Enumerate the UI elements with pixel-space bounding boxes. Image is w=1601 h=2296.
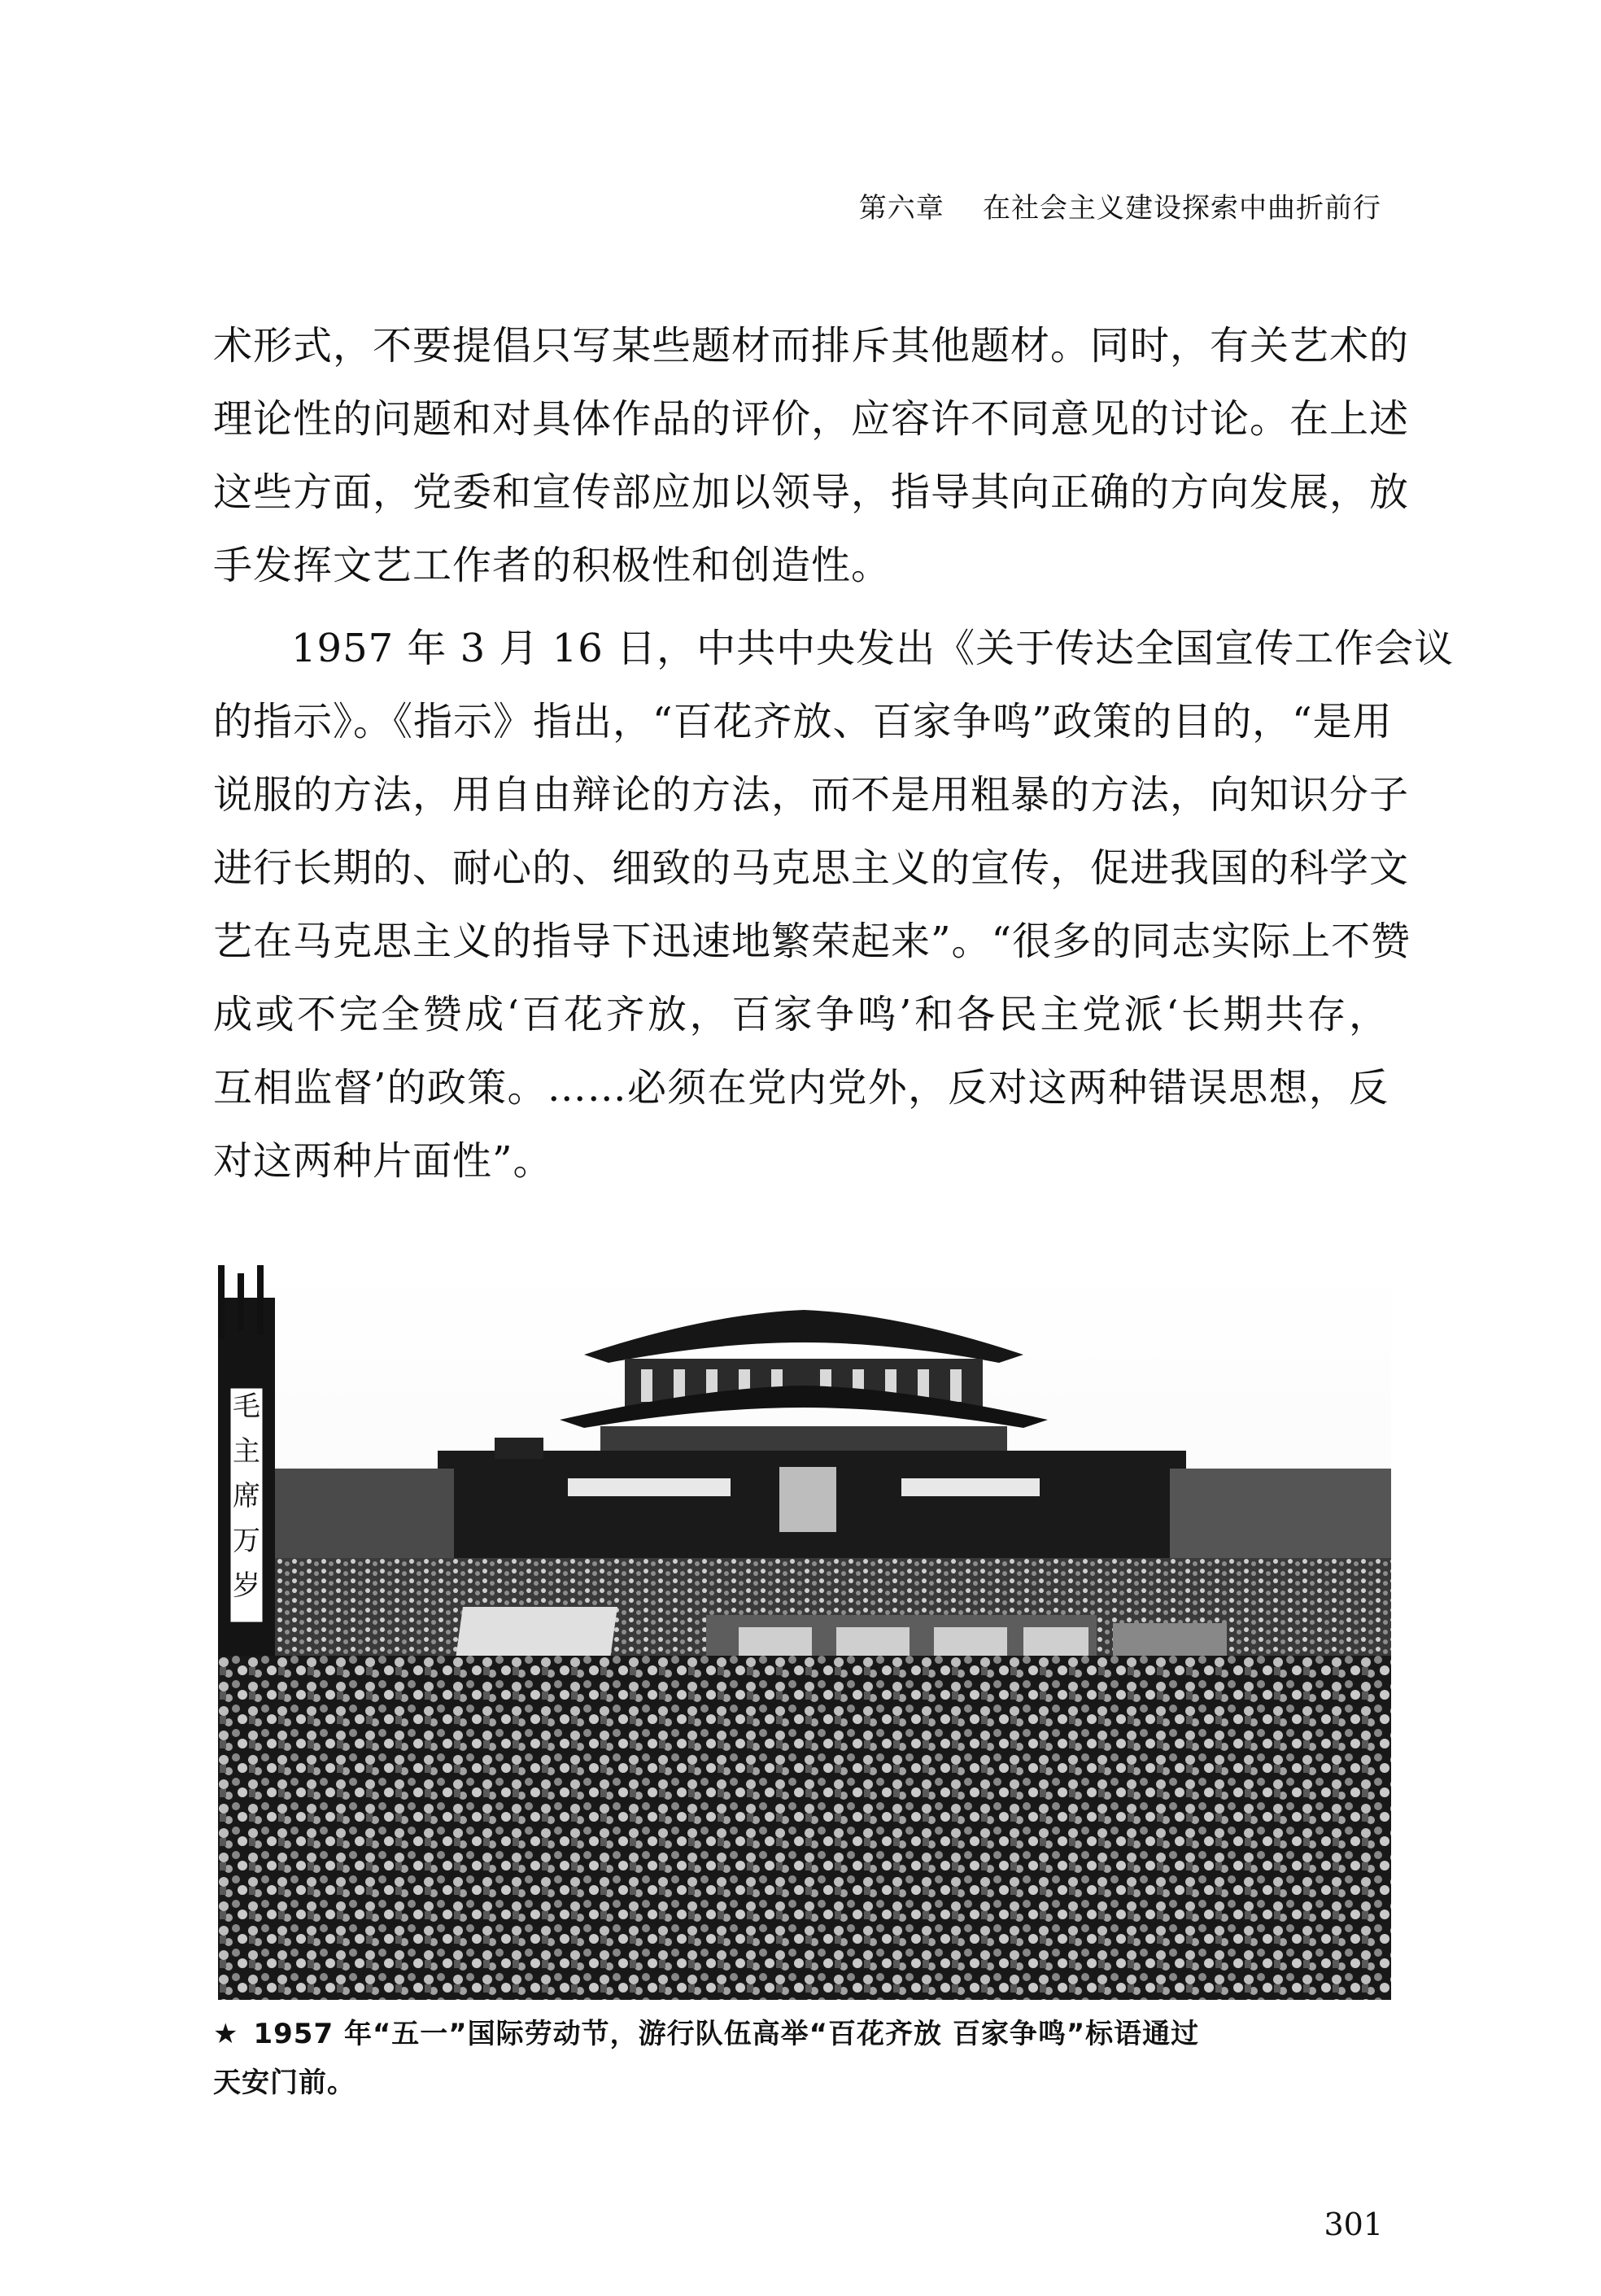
caption-text: 1957 年“五一”国际劳动节，游行队伍高举“百花齐放 百家争鸣”标语通过 xyxy=(253,2018,1200,2050)
pillar-sign-char: 万 xyxy=(233,1525,260,1557)
text-line: 说服的方法，用自由辩论的方法，而不是用粗暴的方法，向知识分子 xyxy=(213,772,1410,818)
paragraph-2 xyxy=(213,612,1455,1198)
text-line: 进行长期的、耐心的、细致的马克思主义的宣传，促进我国的科学文 xyxy=(213,845,1410,891)
text-line: 艺在马克思主义的指导下迅速地繁荣起来”。“很多的同志实际上不赞 xyxy=(213,919,1411,964)
text-line: 的指示》。《指示》指出，“百花齐放、百家争鸣”政策的目的，“是用 xyxy=(213,699,1393,744)
pillar-sign-char: 毛 xyxy=(233,1390,260,1423)
text-line: 成或不完全赞成‘百花齐放，百家争鸣’和各民主党派‘长期共存， xyxy=(213,992,1389,1037)
pillar-sign-char: 主 xyxy=(233,1435,260,1468)
caption-line xyxy=(213,2010,1393,2058)
text-line: 1957 年 3 月 16 日，中共中央发出《关于传达全国宣传工作会议 xyxy=(291,626,1455,671)
photo-caption xyxy=(213,2010,1393,2107)
paragraph-1 xyxy=(213,309,1410,602)
text-line: 术形式，不要提倡只写某些题材而排斥其他题材。同时，有关艺术的 xyxy=(213,323,1410,369)
text-line: 互相监督’的政策。……必须在党内党外，反对这两种错误思想，反 xyxy=(213,1065,1389,1111)
star-icon: ★ xyxy=(213,2018,239,2050)
body-text xyxy=(213,309,1455,1207)
caption-line: 天安门前。 xyxy=(213,2067,356,2099)
text-line: 理论性的问题和对具体作品的评价，应容许不同意见的讨论。在上述 xyxy=(213,396,1410,442)
pillar-sign-char: 岁 xyxy=(233,1569,260,1602)
running-head: 第六章 在社会主义建设探索中曲折前行 xyxy=(858,192,1381,225)
text-line: 这些方面，党委和宣传部应加以领导，指导其向正确的方向发展，放 xyxy=(213,469,1410,515)
page-number: 301 xyxy=(1324,2207,1383,2242)
tiananmen-parade-photo xyxy=(218,1265,1391,2000)
text-line: 手发挥文艺工作者的积极性和创造性。 xyxy=(213,543,892,588)
pillar-sign-char: 席 xyxy=(233,1480,260,1512)
text-line: 对这两种片面性”。 xyxy=(213,1138,553,1184)
